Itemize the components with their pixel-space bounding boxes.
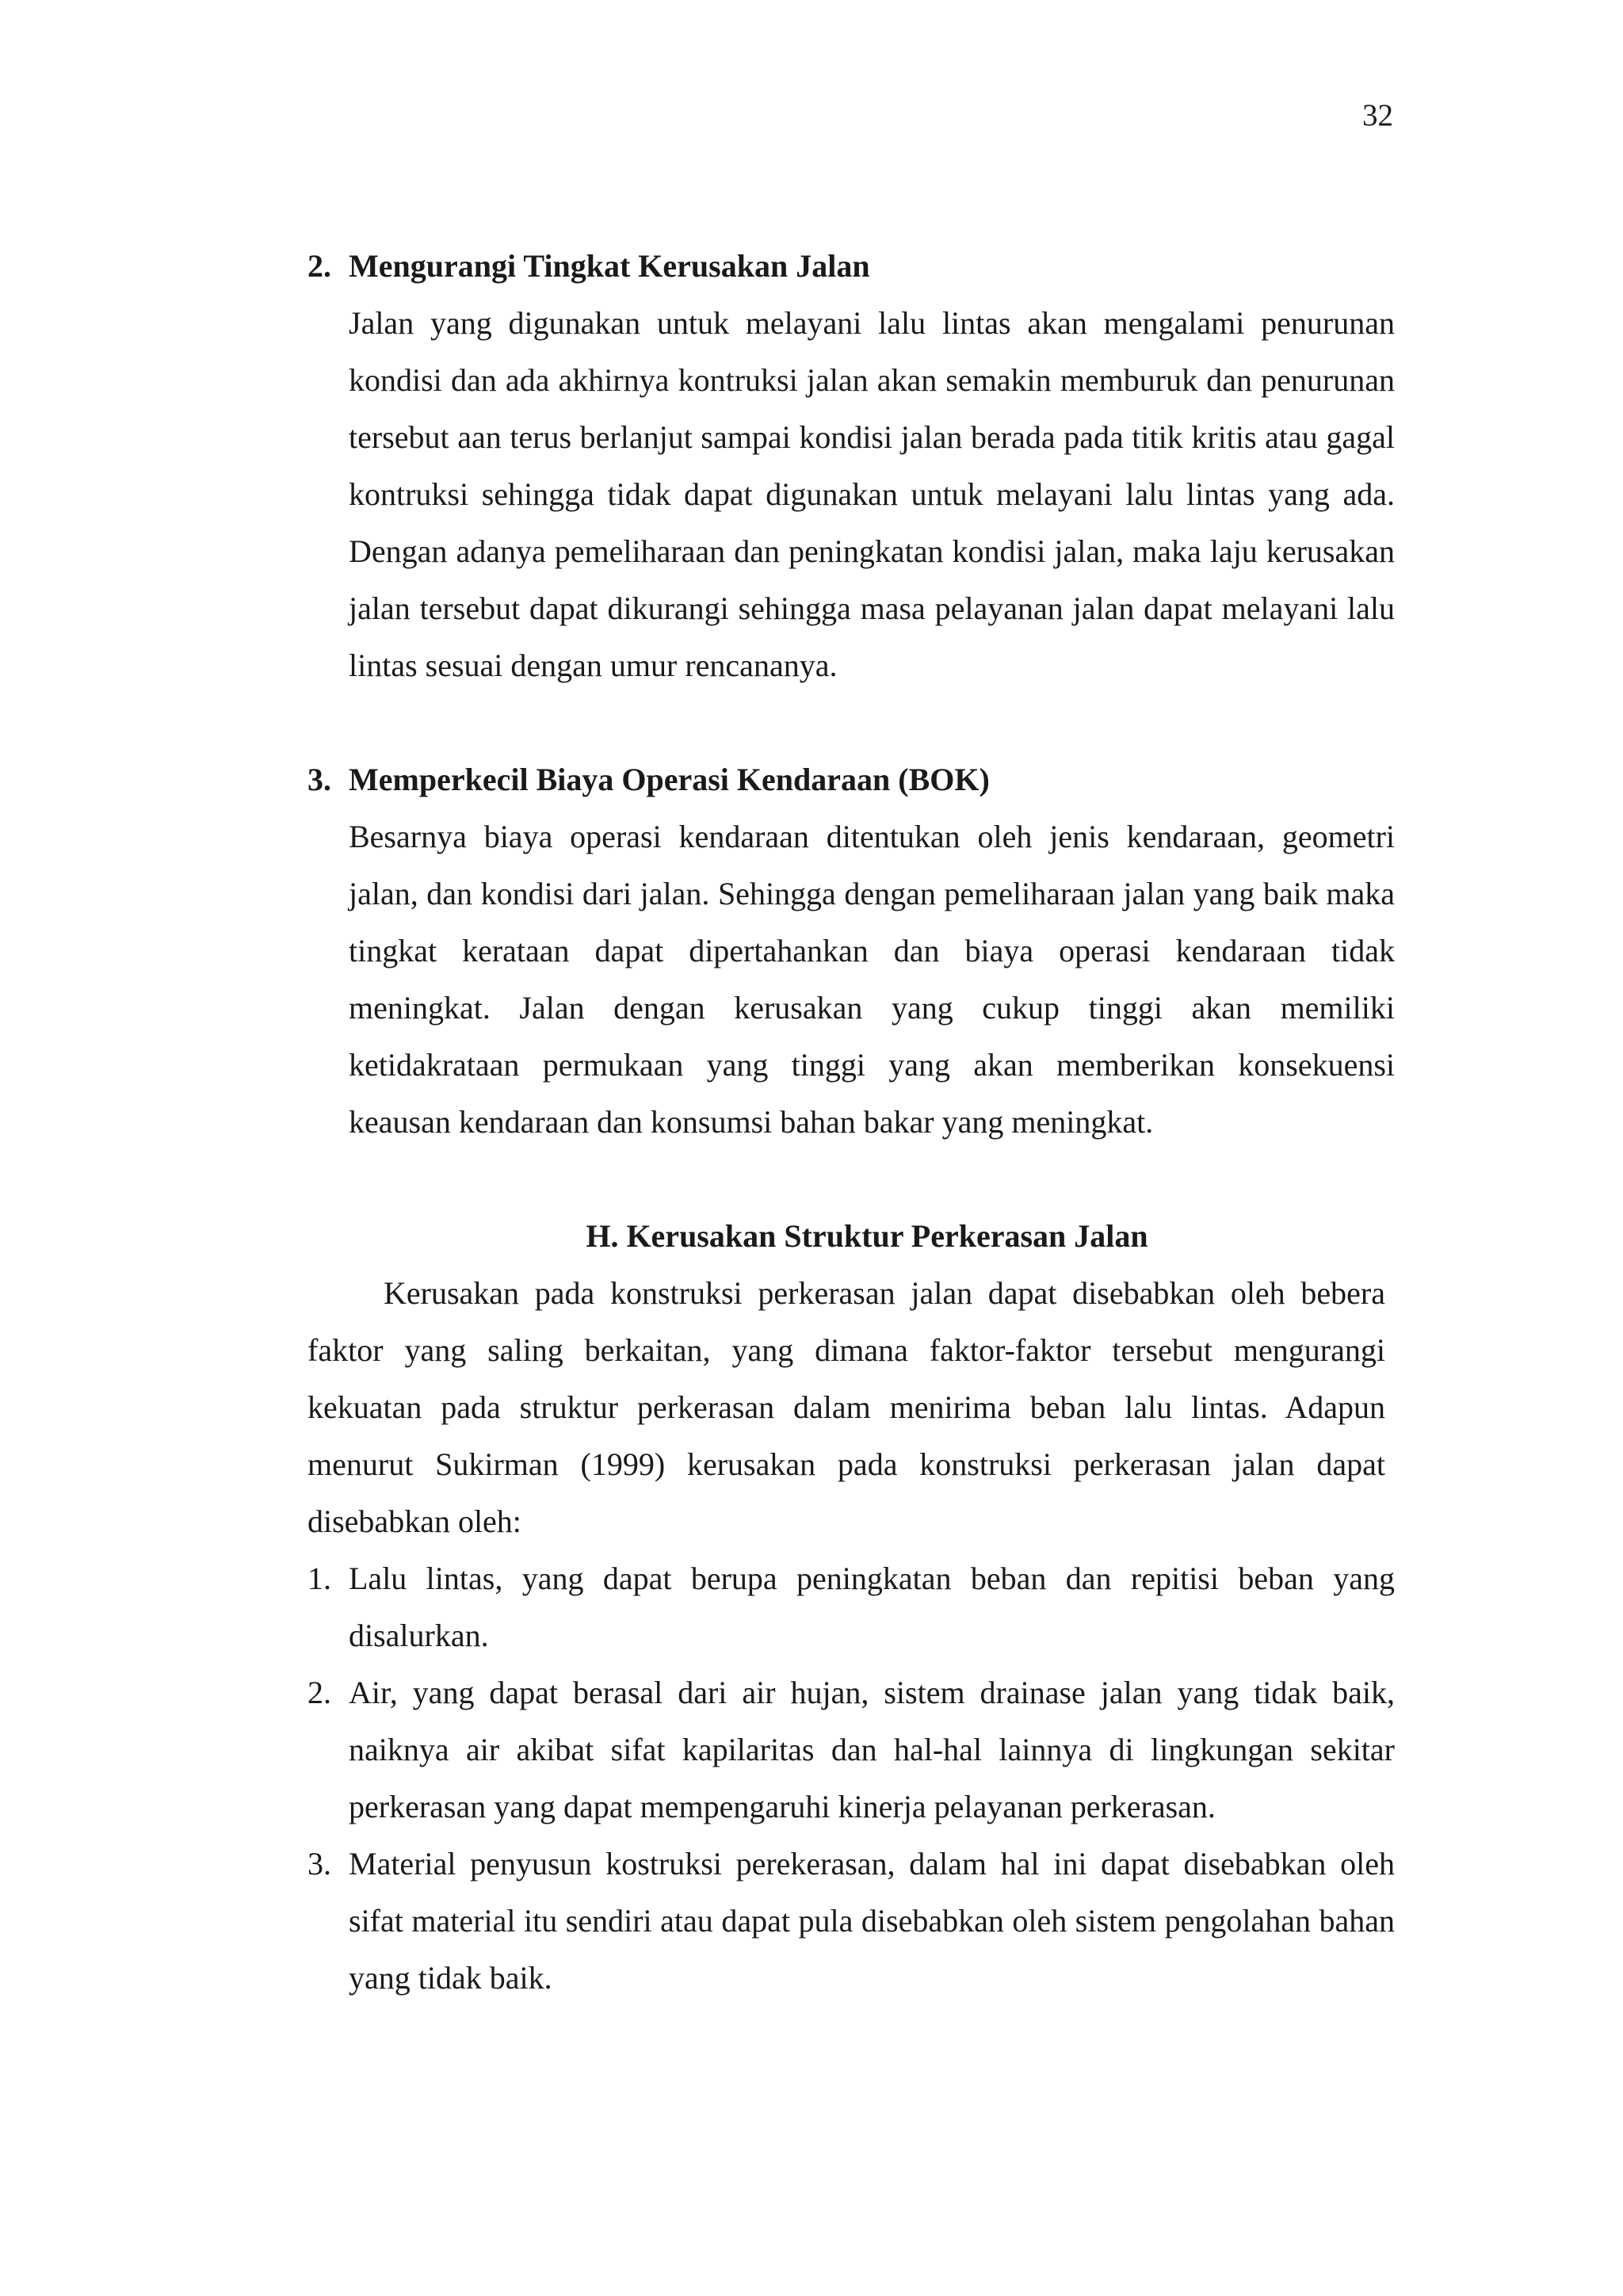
list-item-text: Material penyusun kostruksi perekerasan, dalam hal ini dapat disebabkan oleh sifat material itu sendiri atau dapat pula disebabkan oleh sistem pengolahan bahan yang tidak baik. <box>349 1846 1395 1996</box>
section-reduce-road-damage <box>307 238 1395 694</box>
list-item-text: Lalu lintas, yang dapat berupa peningkatan beban dan repitisi beban yang disalurkan. <box>349 1561 1395 1653</box>
section-title: Mengurangi Tingkat Kerusakan Jalan <box>349 248 870 284</box>
chapter-heading: H. Kerusakan Struktur Perkerasan Jalan <box>586 1218 1148 1254</box>
list-item <box>307 1664 1395 1836</box>
section-heading <box>307 751 1395 808</box>
chapter-intro-paragraph: Kerusakan pada konstruksi perkerasan jalan dapat disebabkan oleh bebera faktor yang saling berkaitan, yang dimana faktor-faktor tersebut mengurangi kekuatan pada struktur perkerasan dalam menirima beban lalu lintas. Adapun menurut Sukirman (1999) kerusakan pada konstruksi perkerasan jalan dapat disebabkan oleh: <box>307 1275 1385 1539</box>
section-body: Jalan yang digunakan untuk melayani lalu lintas akan mengalami penurunan kondisi dan ada akhirnya kontruksi jalan akan semakin memburuk dan penurunan tersebut aan terus berlanjut sampai kondisi jalan berada pada titik kritis atau gagal kontruksi sehingga tidak dapat digunakan untuk melayani lalu lintas yang ada. Dengan adanya pemeliharaan dan peningkatan kondisi jalan, maka laju kerusakan jalan tersebut dapat dikurangi sehingga masa pelayanan jalan dapat melayani lalu lintas sesuai dengan umur rencananya. <box>349 305 1395 683</box>
section-number: 2. <box>307 248 331 284</box>
damage-causes-list <box>307 1550 1395 2007</box>
list-item-number: 3. <box>307 1846 331 1881</box>
section-body: Besarnya biaya operasi kendaraan ditentukan oleh jenis kendaraan, geometri jalan, dan kondisi dari jalan. Sehingga dengan pemeliharaan jalan yang baik maka tingkat kerataan dapat dipertahankan dan biaya operasi kendaraan tidak meningkat. Jalan dengan kerusakan yang cukup tinggi akan memiliki ketidakrataan permukaan yang tinggi yang akan memberikan konsekuensi keausan kendaraan dan konsumsi bahan bakar yang meningkat. <box>349 819 1395 1140</box>
section-title: Memperkecil Biaya Operasi Kendaraan (BOK) <box>349 762 990 797</box>
section-number: 3. <box>307 762 331 797</box>
list-item-number: 2. <box>307 1675 331 1710</box>
section-reduce-vehicle-operating-cost <box>307 751 1395 1151</box>
section-heading <box>307 238 1395 295</box>
list-item-number: 1. <box>307 1561 331 1596</box>
page-number: 32 <box>1362 98 1393 132</box>
page-content <box>307 238 1395 2007</box>
list-item <box>307 1836 1395 2007</box>
list-item <box>307 1550 1395 1664</box>
list-item-text: Air, yang dapat berasal dari air hujan, sistem drainase jalan yang tidak baik, naiknya air akibat sifat kapilaritas dan hal-hal lainnya di lingkungan sekitar perkerasan yang dapat mempengaruhi kinerja pelayanan perkerasan. <box>349 1675 1395 1824</box>
